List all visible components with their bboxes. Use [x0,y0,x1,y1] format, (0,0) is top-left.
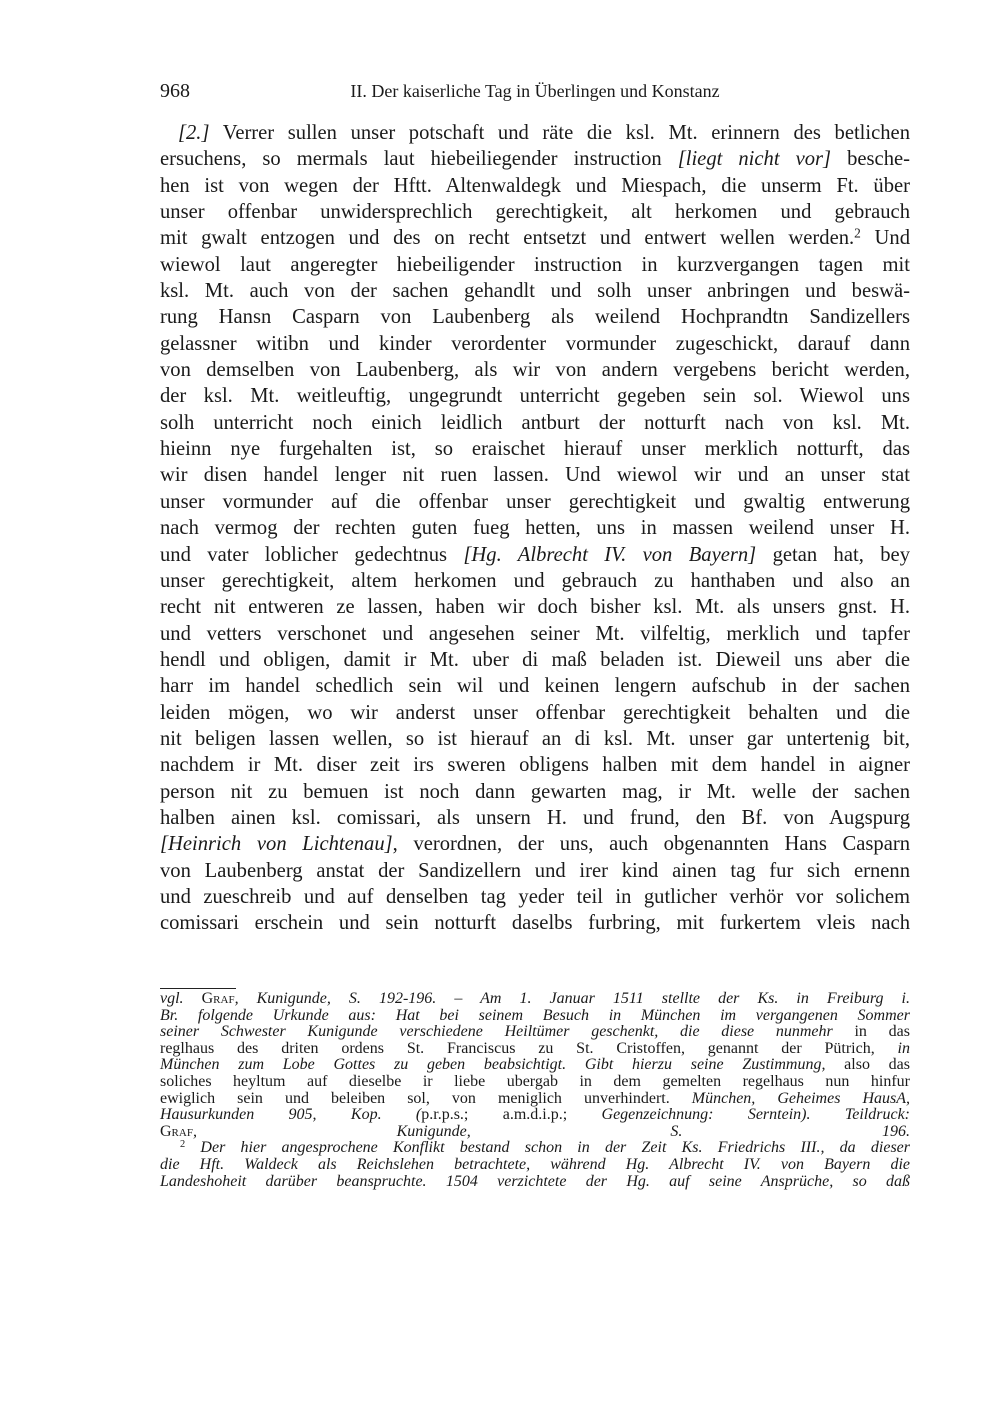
text-run: der ksl. Mt. weitleuftig, ungegrundt unterricht gegeben sein sol. Wiewol uns [160,385,910,408]
footnote-line [160,1107,910,1124]
text-line [160,515,910,541]
page-header [160,80,910,106]
text-run: nachdem ir Mt. diser zeit irs sweren obligens halben mit dem handel in aigner [160,754,910,777]
footnote-reference: 2 [854,225,861,241]
italic-text: in [897,1039,910,1057]
text-line [160,858,910,884]
text-line [160,383,910,409]
italic-text: seiner Schwester Kunigunde verschiedene Heiltümer geschenkt, die diese nunmehr [160,1023,833,1041]
text-run: recht nit entweren ze lassen, haben wir doch bisher ksl. Mt. als unsers gnst. H. [160,596,910,619]
footnote-line [160,1041,910,1058]
author-name: Graf [201,990,235,1007]
text-line [160,621,910,647]
text-run: reglhaus des driten ordens St. Franciscus zu St. Cristoffen, genannt der Pütrich, [160,1039,898,1057]
text-run: wiewol laut angeregter hiebeiligender instruction in kurzvergangen tagen mit [160,253,910,276]
footnote-line [160,1057,910,1074]
footnote-line [160,1140,910,1157]
italic-text: Hausurkunden 905, Kop. ( [160,1106,422,1124]
footnote-line [160,1157,910,1174]
text-run: Und [860,227,910,250]
footnote-line [160,1174,910,1191]
text-line [160,489,910,515]
running-title: II. Der kaiserliche Tag in Überlingen und Konstanz [350,81,720,101]
text-run: wir disen handel lenger nit ruen lassen. Und wiewol wir und an unser stat [160,464,910,487]
text-line [160,146,910,172]
footnote-divider [160,988,236,989]
italic-text: die Hft. Waldeck als Reichslehen betrachtete, während Hg. Albrecht IV. von Bayern die [160,1155,910,1173]
text-run: solh unterricht noch einich leidlich antburt der notturft nach von ksl. Mt. [160,411,910,434]
text-run: , verordnen, der uns, auch obgenannten Hans Casparn [392,833,910,856]
italic-text: [2.] [178,122,210,144]
text-run: hen ist von wegen der Hftt. Altenwaldegk und Miespach, die unserm Ft. über [160,174,910,197]
text-line [160,173,910,199]
text-run: p.r.p.s.; [421,1106,469,1124]
italic-text: Der hier angesprochene Konflikt bestand schon in der Zeit Ks. Friedrichs III., da dieser [185,1139,910,1157]
text-line [160,910,910,936]
footnotes [160,991,910,1190]
text-run: und vater loblicher gedechtnus [160,543,464,566]
text-line [160,331,910,357]
italic-text: [Hg. Albrecht IV. von Bayern] [463,543,757,566]
text-run: unser offenbar unwidersprechlich gerechtigkeit, alt herkomen und gebrauch [160,201,910,224]
author-name: Graf [160,1122,193,1140]
footnote-line [160,1091,910,1108]
footnote-line [160,991,910,1008]
text-run: a.m.d.i.p.; [502,1106,568,1124]
italic-text: Gegenzeichnung: Serntein). Teildruck: [567,1106,910,1124]
text-run: halben ainen ksl. comissari, als unsern H. und frund, den Bf. von Augspurg [160,806,910,829]
text-run: soliches heyltum auf dieselbe ir liebe ubergab in dem gemelten regelhaus nun hinfur [160,1072,910,1090]
text-line [160,779,910,805]
text-line [160,594,910,620]
text-line [160,647,910,673]
text-run: nit beligen lassen wellen, so ist hierauf an di ksl. Mt. unser gar untertenig bit, [160,727,910,750]
text-line [160,462,910,488]
text-run: gelassner witibn und kinder verordenter vormunder zugeschickt, darauf dann [160,332,910,355]
text-run: mit gwalt entzogen und des on recht entsetzt und entwert wellen werden. [160,227,855,250]
text-run: besche- [831,148,910,171]
italic-text: vgl. [160,990,202,1007]
text-run: comissari erschein und sein notturft daselbs furbring, mit furkertem vleis nach [160,912,910,935]
text-line [160,726,910,752]
text-run: von demselben von Laubenberg, als wir von andern vergebens bericht werden, [160,359,910,382]
text-run: ewiglich sein und beleiben sol, von meniglich unverhindert. [160,1089,692,1107]
text-line [160,805,910,831]
italic-text: Br. folgende Urkunde aus: Hat bei seinem Besuch in München im vergangenen Sommer [160,1006,910,1024]
text-line [160,199,910,225]
text-run: hendl und obligen, damit ir Mt. uber di maß beladen ist. Dieweil uns aber die [160,648,910,671]
text-line [160,252,910,278]
text-line [160,120,910,146]
italic-text: [liegt nicht vor] [677,148,832,171]
text-line [160,410,910,436]
text-line [160,884,910,910]
italic-text: , Kunigunde, S. 196. [192,1122,910,1140]
footnote-line [160,1008,910,1025]
italic-text: [Heinrich von Lichtenau] [160,833,393,856]
footnote-line [160,1024,910,1041]
body-text [160,120,910,937]
text-run: ersuchens, so mermals laut hiebeiliegender instruction [160,148,678,171]
text-run: leiden mögen, wo wir anderst unser offenbar gerechtigkeit behalten und die [160,701,910,724]
text-line [160,357,910,383]
footnote-reference: 2 [180,1139,186,1151]
text-line [160,700,910,726]
text-run: also das [825,1056,910,1074]
text-run: in das [832,1023,910,1041]
text-line [160,673,910,699]
text-run: getan hat, bey [756,543,910,566]
text-line [160,542,910,568]
text-run: person nit zu bemuen ist noch dann gewarten mag, ir Mt. welle der sachen [160,780,910,803]
text-run: hieinn nye furgehalten ist, so eraischet hierauf unser merklich notturft, das [160,438,910,461]
text-line [160,225,910,251]
text-line [160,831,910,857]
text-run: Verrer sullen unser potschaft und räte die ksl. Mt. erinnern des betlichen [209,122,910,144]
page-number: 968 [160,80,190,102]
text-run: und vetters verschonet und angesehen seiner Mt. vilfeltig, merklich und tapfer [160,622,910,645]
italic-text: München zum Lobe Gottes zu geben beabsichtigt. Gibt hierzu seine Zustimmung, [160,1056,826,1074]
italic-text [468,1106,502,1123]
text-line [160,436,910,462]
italic-text: , Kunigunde, S. 192-196. – Am 1. Januar 1511 stellte der Ks. in Freiburg i. [234,990,911,1007]
footnote-line [160,1074,910,1091]
text-run: und zueschreib und auf denselben tag yeder teil in gutlicher verhör vor solichem [160,885,910,908]
text-line [160,752,910,778]
text-line [160,304,910,330]
text-run: von Laubenberg anstat der Sandizellern und irer kind ainen tag fur sich ernenn [160,859,910,882]
text-run: ksl. Mt. auch von der sachen gehandlt und solh unser anbringen und beswä- [160,280,910,303]
text-line [160,568,910,594]
text-run: harr im handel schedlich sein wil und keinen lengern aufschub in der sachen [160,675,910,698]
italic-text: München, Geheimes HausA, [691,1089,911,1107]
italic-text: Landeshoheit darüber beanspruchte. 1504 verzichtete der Hg. auf seine Ansprüche, so daß [160,1172,910,1190]
text-run: nach vermog der rechten guten fueg hetten, uns in massen weilend unser H. [160,517,910,540]
text-run: unser vormunder auf die offenbar unser gerechtigkeit und gwaltig entwerung [160,490,910,513]
footnote-line [160,1124,910,1141]
text-line [160,278,910,304]
text-run: unser gerechtigkeit, altem herkomen und gebrauch zu hanthaben und also an [160,569,910,592]
text-run: rung Hansn Casparn von Laubenberg als weilend Hochprandtn Sandizellers [160,306,910,329]
